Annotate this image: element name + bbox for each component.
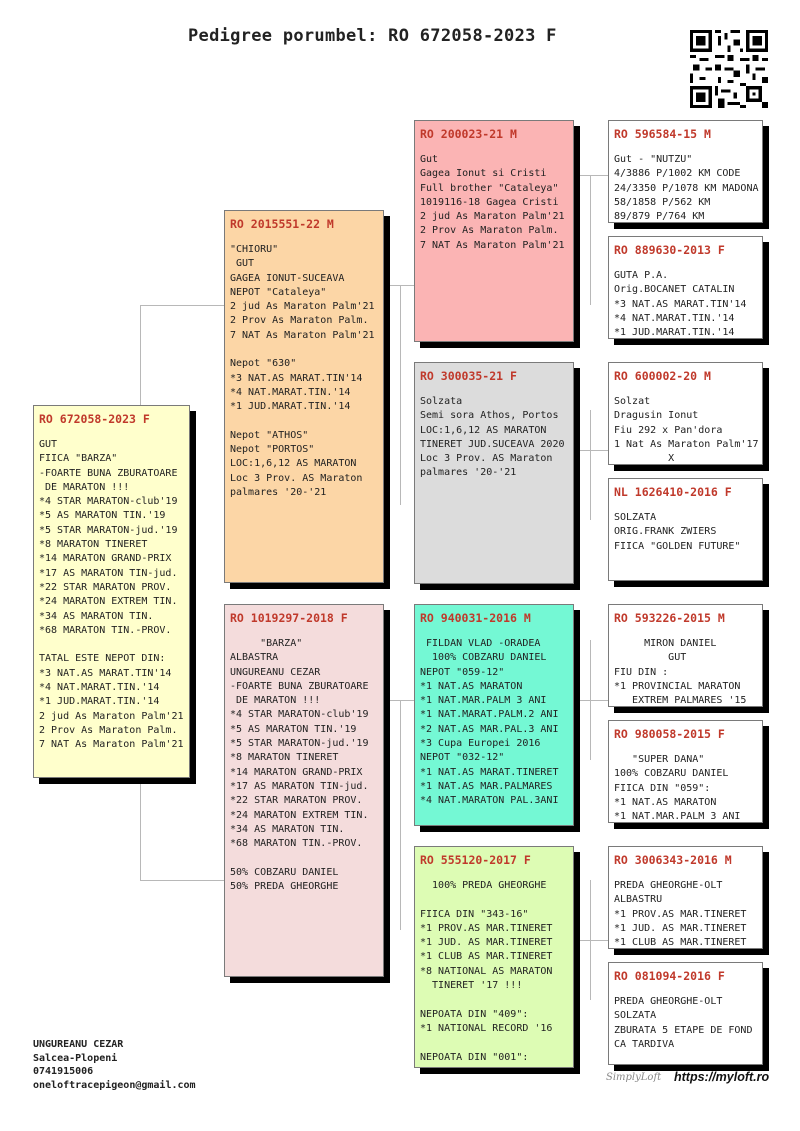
connector-line bbox=[590, 410, 591, 520]
card-notes: Solzat Dragusin Ionut Fiu 292 x Pan'dora 1 Nat As Maraton Palm'17 X bbox=[614, 396, 759, 465]
logo: SimplyLoft bbox=[606, 1072, 662, 1083]
connector-line bbox=[400, 285, 401, 505]
connector-line bbox=[384, 285, 414, 286]
ring-number: RO 300035-21 F bbox=[420, 369, 517, 383]
qr-code bbox=[690, 30, 768, 108]
grandsire-paternal-card[interactable] bbox=[414, 120, 574, 342]
card-notes: SOLZATA ORIG.FRANK ZWIERS FIICA "GOLDEN FUTURE" bbox=[614, 512, 741, 552]
great-grandparent-card[interactable] bbox=[608, 846, 763, 949]
card-notes: Gut - "NUTZU" 4/3886 P/1002 KM CODE 24/3350 P/1078 KM MADONA 58/1858 P/562 KM 89/879 P/764 KM bbox=[614, 154, 759, 223]
breeder-location: Salcea-Plopeni bbox=[33, 1052, 118, 1064]
breeder-phone: 0741915006 bbox=[33, 1066, 94, 1078]
great-grandparent-card[interactable] bbox=[608, 962, 763, 1065]
card-notes: MIRON DANIEL GUT FIU DIN : *1 PROVINCIAL MARATON EXTREM PALMARES '15 bbox=[614, 638, 747, 707]
great-grandparent-card[interactable] bbox=[608, 236, 763, 339]
ring-number: RO 596584-15 M bbox=[614, 127, 711, 141]
sire-card[interactable] bbox=[224, 210, 384, 583]
great-grandparent-card[interactable] bbox=[608, 120, 763, 223]
connector-line bbox=[590, 880, 591, 1000]
ring-number: RO 3006343-2016 M bbox=[614, 853, 732, 867]
ring-number: RO 980058-2015 F bbox=[614, 727, 725, 741]
granddam-paternal-card[interactable] bbox=[414, 362, 574, 584]
page-title: Pedigree porumbel: RO 672058-2023 F bbox=[188, 26, 557, 46]
connector-line bbox=[140, 305, 230, 306]
ring-number: RO 2015551-22 M bbox=[230, 217, 334, 231]
dam-card[interactable] bbox=[224, 604, 384, 977]
great-grandparent-card[interactable] bbox=[608, 478, 763, 581]
grandsire-maternal-card[interactable] bbox=[414, 604, 574, 826]
connector-line bbox=[140, 880, 230, 881]
ring-number: RO 940031-2016 M bbox=[420, 611, 531, 625]
breeder-name: UNGUREANU CEZAR bbox=[33, 1039, 124, 1050]
connector-line bbox=[384, 700, 414, 701]
breeder-email[interactable]: oneloftracepigeon@gmail.com bbox=[33, 1079, 196, 1091]
great-grandparent-card[interactable] bbox=[608, 362, 763, 465]
granddam-maternal-card[interactable] bbox=[414, 846, 574, 1068]
connector-line bbox=[590, 640, 591, 760]
ring-number: RO 200023-21 M bbox=[420, 127, 517, 141]
card-notes: GUT FIICA "BARZA" -FOARTE BUNA ZBURATOARE DE MARATON !!! *4 STAR MARATON-club'19 *5 AS MARATON TIN.'19 *5 STAR MARATON-jud.'19 *8 MARATON TINERET *14 MARATON GRAND-PRIX *17 AS MARATON TIN-jud. *22 STAR MARATON PROV. *24 MARATON EXTREM TIN. *34 AS MARATON TIN. *68 MARATON TIN.-PROV. TATAL ESTE NEPOT DIN: *3 NAT.AS MARAT.TIN'14 *4 NAT.MARAT.TIN.'14 *1 JUD.MARAT.TIN.'14 2 jud As Maraton Palm'21 2 Prov As Maraton Palm. 7 NAT As Maraton Palm'21 bbox=[39, 439, 184, 751]
card-notes: 100% PREDA GHEORGHE FIICA DIN "343-16" *1 PROV.AS MAR.TINERET *1 JUD. AS MAR.TINERET *1 CLUB AS MAR.TINERET *8 NATIONAL AS MARATON TINERET '17 !!! NEPOATA DIN "409": *1 NATIONAL RECORD '16 NEPOATA DIN "001": bbox=[420, 880, 553, 1063]
great-grandparent-card[interactable] bbox=[608, 604, 763, 707]
website-link[interactable]: https://myloft.ro bbox=[674, 1070, 770, 1084]
card-notes: FILDAN VLAD -ORADEA 100% COBZARU DANIEL NEPOT "059-12" *1 NAT.AS MARATON *1 NAT.MAR.PALM 3 ANI *1 NAT.MARAT.PALM.2 ANI *2 NAT.AS MAR.PAL.3 ANI *3 Cupa Europei 2016 NEPOT "032-12" *1 NAT.AS MARAT.TINERET *1 NAT.AS MAR.PALMARES *4 NAT.MARATON PAL.3ANI bbox=[420, 638, 559, 807]
ring-number: RO 593226-2015 M bbox=[614, 611, 725, 625]
great-grandparent-card[interactable] bbox=[608, 720, 763, 823]
breeder-contact bbox=[33, 1038, 196, 1092]
ring-number: RO 600002-20 M bbox=[614, 369, 711, 383]
ring-number: RO 672058-2023 F bbox=[39, 412, 150, 426]
connector-line bbox=[400, 700, 401, 930]
card-notes: GUTA P.A. Orig.BOCANET CATALIN *3 NAT.AS MARAT.TIN'14 *4 NAT.MARAT.TIN.'14 *1 JUD.MARAT.TIN.'14 bbox=[614, 270, 747, 339]
card-notes: Solzata Semi sora Athos, Portos LOC:1,6,12 AS MARATON TINERET JUD.SUCEAVA 2020 Loc 3 Prov. AS Maraton palmares '20-'21 bbox=[420, 396, 565, 479]
ring-number: RO 889630-2013 F bbox=[614, 243, 725, 257]
card-notes: "BARZA" ALBASTRA UNGUREANU CEZAR -FOARTE BUNA ZBURATOARE DE MARATON !!! *4 STAR MARATON-club'19 *5 AS MARATON TIN.'19 *5 STAR MARATON-jud.'19 *8 MARATON TINERET *14 MARATON GRAND-PRIX *17 AS MARATON TIN-jud. *22 STAR MARATON PROV. *24 MARATON EXTREM TIN. *34 AS MARATON TIN. *68 MARATON TIN.-PROV. 50% COBZARU DANIEL 50% PREDA GHEORGHE bbox=[230, 638, 369, 893]
ring-number: RO 1019297-2018 F bbox=[230, 611, 348, 625]
connector-line bbox=[590, 175, 591, 305]
card-notes: "CHIORU" GUT GAGEA IONUT-SUCEAVA NEPOT "Cataleya" 2 jud As Maraton Palm'21 2 Prov As Maraton Palm. 7 NAT As Maraton Palm'21 Nepot "630" *3 NAT.AS MARAT.TIN'14 *4 NAT.MARAT.TIN.'14 *1 JUD.MARAT.TIN.'14 Nepot "ATHOS" Nepot "PORTOS" LOC:1,6,12 AS MARATON Loc 3 Prov. AS Maraton palmares '20-'21 bbox=[230, 244, 375, 499]
card-notes: "SUPER DANA" 100% COBZARU DANIEL FIICA DIN "059": *1 NAT.AS MARATON *1 NAT.MAR.PALM 3 ANI bbox=[614, 754, 741, 823]
subject-card[interactable] bbox=[33, 405, 190, 778]
card-notes: Gut Gagea Ionut si Cristi Full brother "Cataleya" 1019116-18 Gagea Cristi 2 jud As Maraton Palm'21 2 Prov As Maraton Palm. 7 NAT As Maraton Palm'21 bbox=[420, 154, 565, 251]
card-notes: PREDA GHEORGHE-OLT ALBASTRU *1 PROV.AS MAR.TINERET *1 JUD. AS MAR.TINERET *1 CLUB AS MAR.TINERET bbox=[614, 880, 747, 949]
ring-number: NL 1626410-2016 F bbox=[614, 485, 732, 499]
ring-number: RO 081094-2016 F bbox=[614, 969, 725, 983]
ring-number: RO 555120-2017 F bbox=[420, 853, 531, 867]
card-notes: PREDA GHEORGHE-OLT SOLZATA ZBURATA 5 ETAPE DE FOND CA TARDIVA bbox=[614, 996, 753, 1050]
